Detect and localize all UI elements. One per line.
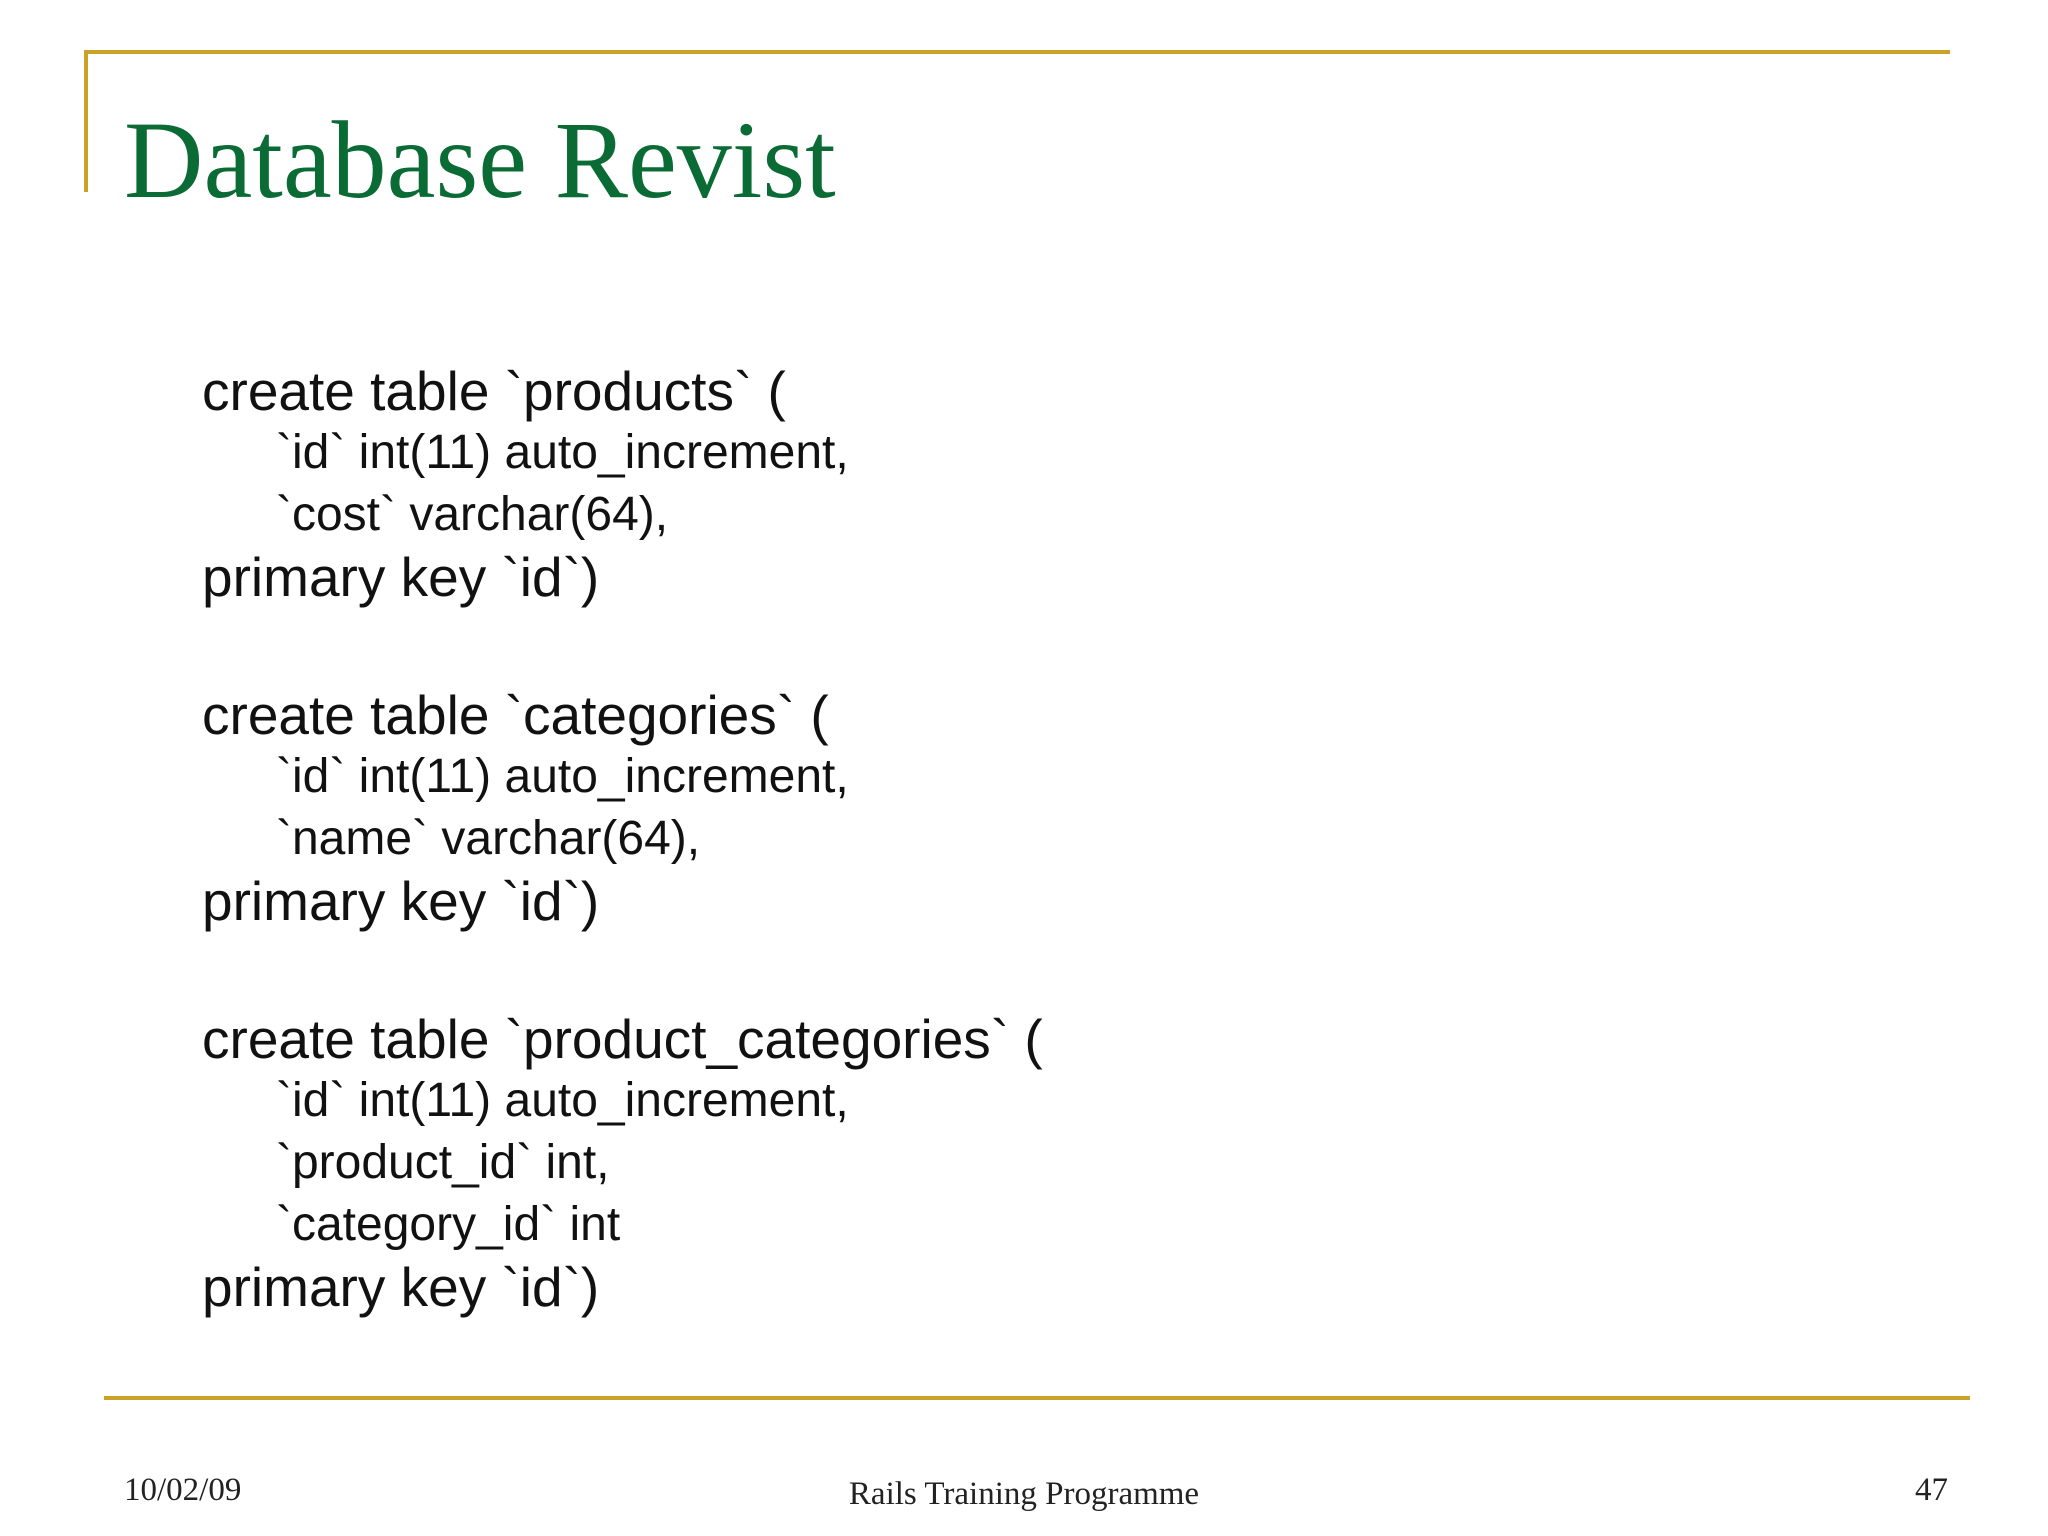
code-spacer bbox=[202, 932, 1043, 1008]
code-line: create table `products` ( bbox=[202, 360, 786, 422]
code-line: create table `categories` ( bbox=[202, 684, 829, 746]
slide-title: Database Revist bbox=[124, 99, 836, 221]
page-number: 47 bbox=[1915, 1472, 1948, 1508]
code-line: primary key `id`) bbox=[202, 870, 600, 932]
code-line: `id` int(11) auto_increment, bbox=[276, 426, 849, 479]
bottom-rule bbox=[104, 1396, 1970, 1400]
code-line: `cost` varchar(64), bbox=[276, 488, 669, 541]
code-line: `id` int(11) auto_increment, bbox=[276, 750, 849, 803]
code-line: `id` int(11) auto_increment, bbox=[276, 1074, 849, 1127]
code-line: primary key `id`) bbox=[202, 546, 600, 608]
footer-title: Rails Training Programme bbox=[848, 1476, 1200, 1512]
footer-date: 10/02/09 bbox=[124, 1472, 242, 1508]
code-line: create table `product_categories` ( bbox=[202, 1008, 1043, 1070]
code-line: `product_id` int, bbox=[276, 1136, 610, 1189]
code-spacer bbox=[202, 608, 1043, 684]
code-line: `name` varchar(64), bbox=[276, 812, 701, 865]
code-line: primary key `id`) bbox=[202, 1256, 600, 1318]
left-rule bbox=[84, 50, 88, 192]
code-line: `category_id` int bbox=[276, 1198, 621, 1251]
top-rule bbox=[84, 50, 1950, 54]
sql-code-block bbox=[202, 360, 1043, 1318]
